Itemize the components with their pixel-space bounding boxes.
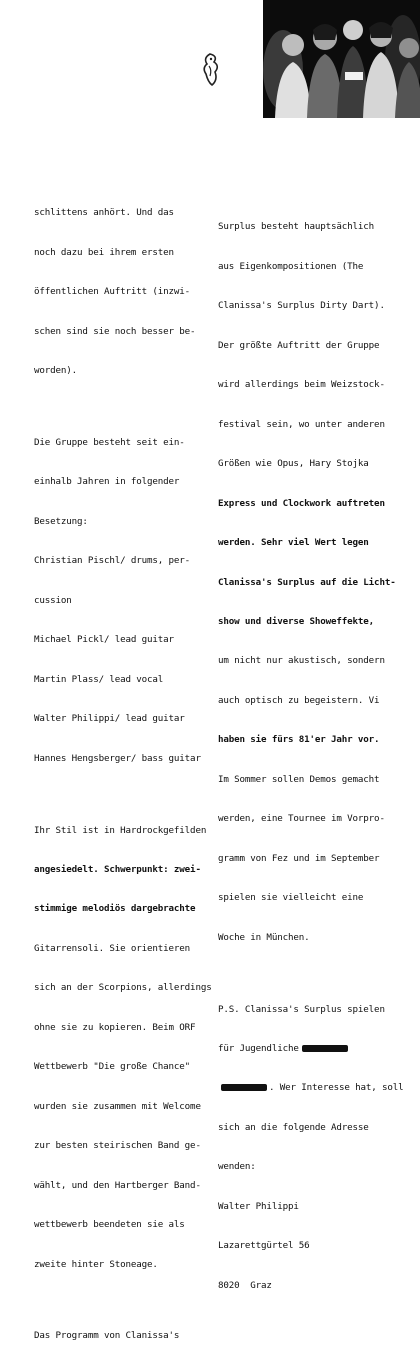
text-line: Michael Pickl/ lead guitar xyxy=(34,634,174,646)
handwritten-mark-icon xyxy=(198,52,224,88)
text-line: um nicht nur akustisch, sondern xyxy=(218,655,385,667)
text-line: wird allerdings beim Weizstock- xyxy=(218,379,385,391)
text-line: worden). xyxy=(34,365,78,377)
right-article-column xyxy=(218,194,418,1305)
text-line: wählt, und den Hartberger Band- xyxy=(34,1179,201,1191)
band-photo xyxy=(263,0,420,118)
text-line: sich an die folgende Adresse xyxy=(218,1121,369,1133)
redaction-mark xyxy=(302,1045,348,1052)
text-line: schen sind sie noch besser be- xyxy=(34,325,196,337)
text-fragment: für Jugendliche xyxy=(218,1043,299,1054)
text-line: show und diverse Showeffekte, xyxy=(218,616,375,627)
left-article-column xyxy=(34,180,224,1356)
text-line: wenden: xyxy=(218,1161,256,1173)
text-line: cussion xyxy=(34,594,72,606)
text-line: Clanissa's Surplus auf die Licht- xyxy=(218,576,396,588)
text-line: öffentlichen Auftritt (inzwi- xyxy=(34,286,191,298)
text-line: ohne sie zu kopieren. Beim ORF xyxy=(34,1021,196,1033)
text-line: Woche in München. xyxy=(218,931,310,943)
text-line: Walter Philippi xyxy=(218,1200,299,1212)
text-line: Der größte Auftritt der Gruppe xyxy=(218,339,380,351)
text-line: sich an der Scorpions, allerdings xyxy=(34,982,212,994)
text-line: stimmige melodiös dargebrachte xyxy=(34,903,196,915)
text-line: Die Gruppe besteht seit ein- xyxy=(34,436,185,448)
text-line xyxy=(218,1081,418,1094)
text-fragment: . Wer Interesse hat, soll xyxy=(269,1082,404,1094)
text-line: Surplus besteht hauptsächlich xyxy=(218,221,375,233)
text-line: 8020 Graz xyxy=(218,1279,272,1291)
text-line: zur besten steirischen Band ge- xyxy=(34,1140,201,1152)
text-line: schlittens anhört. Und das xyxy=(34,207,174,219)
paragraph-gap xyxy=(34,1297,224,1303)
text-line: Lazarettgürtel 56 xyxy=(218,1240,310,1252)
redaction-mark xyxy=(221,1084,267,1091)
text-line: zweite hinter Stoneage. xyxy=(34,1258,158,1270)
text-line: Besetzung: xyxy=(34,515,88,527)
text-line: festival sein, wo unter anderen xyxy=(218,418,385,430)
text-line: auch optisch zu begeistern. Vi xyxy=(218,694,380,706)
text-line: Clanissa's Surplus Dirty Dart). xyxy=(218,300,385,312)
text-line: haben sie fürs 81'er Jahr vor. xyxy=(218,734,380,746)
text-line: Christian Pischl/ drums, per- xyxy=(34,555,191,567)
text-line: aus Eigenkompositionen (The xyxy=(218,260,364,272)
paragraph-gap xyxy=(218,970,418,976)
text-line: Ihr Stil ist in Hardrockgefilden xyxy=(34,824,207,836)
text-line: gramm von Fez und im September xyxy=(218,852,380,864)
text-line: Walter Philippi/ lead guitar xyxy=(34,713,185,725)
text-line: angesiedelt. Schwerpunkt: zwei- xyxy=(34,863,201,875)
text-line: Gitarrensoli. Sie orientieren xyxy=(34,942,191,954)
text-line: Hannes Hengsberger/ bass guitar xyxy=(34,752,201,764)
text-line: Im Sommer sollen Demos gemacht xyxy=(218,773,380,785)
text-line: Größen wie Opus, Hary Stojka xyxy=(218,458,369,470)
paragraph-gap xyxy=(34,404,224,410)
text-line: Martin Plass/ lead vocal xyxy=(34,673,164,685)
text-line: werden, eine Tournee im Vorpro- xyxy=(218,813,385,825)
text-line: werden. Sehr viel Wert legen xyxy=(218,537,369,549)
text-line: P.S. Clanissa's Surplus spielen xyxy=(218,1003,385,1015)
text-line: einhalb Jahren in folgender xyxy=(34,476,180,488)
text-line: spielen sie vielleicht eine xyxy=(218,892,364,904)
paragraph-gap xyxy=(34,791,224,797)
text-line: wettbewerb beendeten sie als xyxy=(34,1219,185,1231)
text-line xyxy=(218,1042,418,1055)
text-line: Das Programm von Clanissa's xyxy=(34,1330,180,1342)
text-line: Express und Clockwork auftreten xyxy=(218,497,385,509)
text-line: wurden sie zusammen mit Welcome xyxy=(34,1100,201,1112)
text-line: noch dazu bei ihrem ersten xyxy=(34,246,174,258)
text-line: Wettbewerb "Die große Chance" xyxy=(34,1061,191,1073)
